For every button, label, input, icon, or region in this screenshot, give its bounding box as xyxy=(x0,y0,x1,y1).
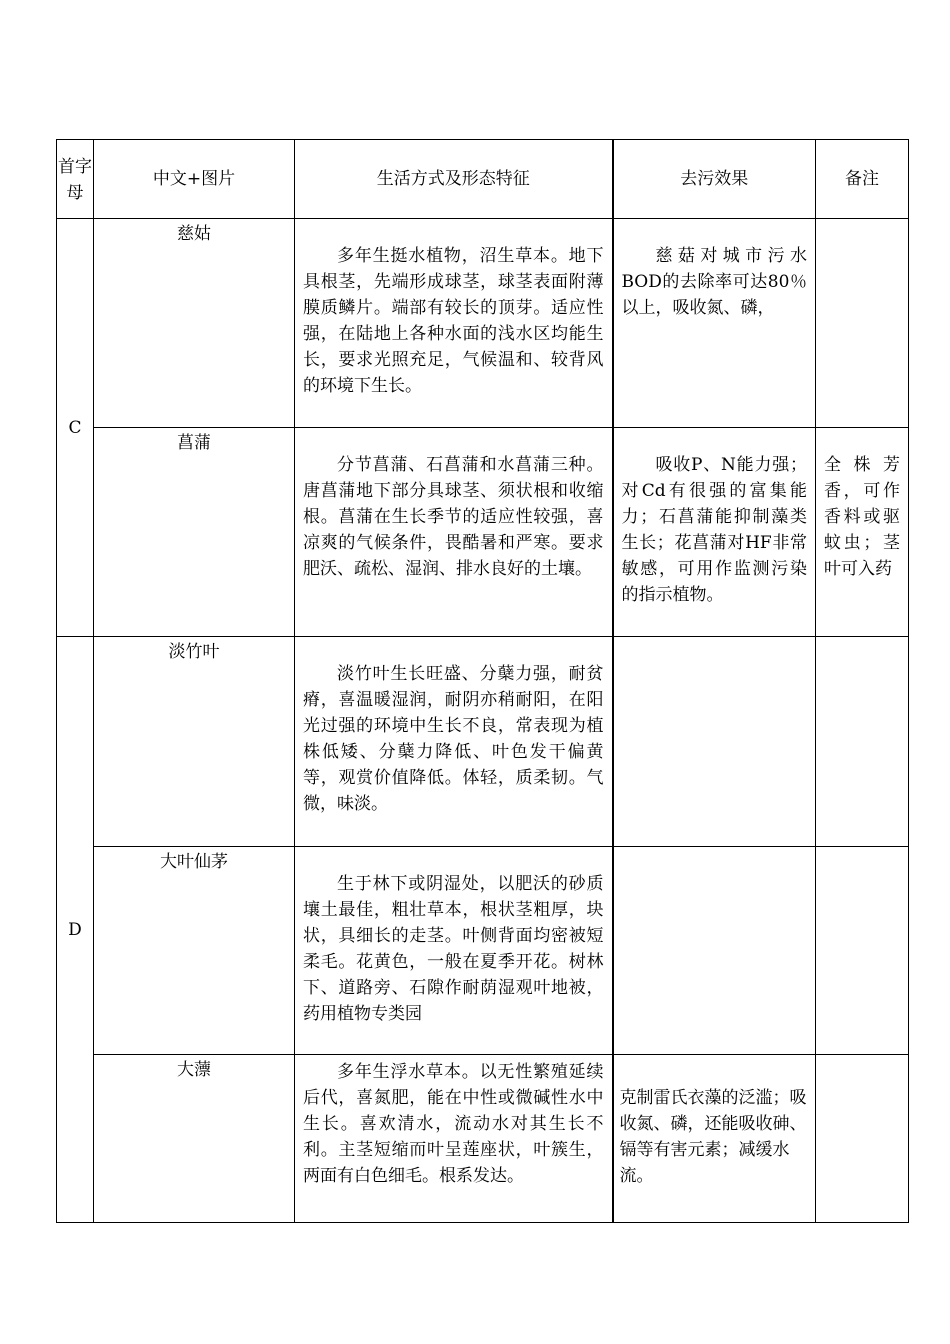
description-text: 淡竹叶生长旺盛、分蘖力强，耐贫瘠，喜温暖湿润，耐阴亦稍耐阳，在阳光过强的环境中生长不良，常表现为植株低矮、分蘖力降低、叶色发干偏黄等，观赏价值降低。体轻，质柔韧。气微，味淡。 xyxy=(303,664,604,814)
header-effect: 去污效果 xyxy=(613,140,816,219)
header-row xyxy=(57,140,909,219)
table-row xyxy=(57,219,909,428)
plant-name: 大叶仙茅 xyxy=(94,847,295,1055)
header-note: 备注 xyxy=(816,140,909,219)
table-row xyxy=(57,847,909,1055)
plant-name: 淡竹叶 xyxy=(94,637,295,847)
plant-description xyxy=(295,428,613,637)
description-text: 多年生浮水草本。以无性繁殖延续后代，喜氮肥，能在中性或微碱性水中生长。喜欢清水，流动水对其生长不利。主茎短缩而叶呈莲座状，叶簇生，两面有白色细毛。根系发达。 xyxy=(303,1062,604,1186)
plant-effect xyxy=(613,847,816,1055)
description-text: 多年生挺水植物，沼生草本。地下具根茎，先端形成球茎，球茎表面附薄膜质鳞片。端部有较长的顶芽。适应性强，在陆地上各种水面的浅水区均能生长，要求光照充足，气候温和、较背风的环境下生长。 xyxy=(303,246,604,396)
plant-name: 慈姑 xyxy=(94,219,295,428)
plant-effect: 克制雷氏衣藻的泛滥；吸收氮、磷，还能吸收砷、镉等有害元素；减缓水流。 xyxy=(613,1055,816,1223)
plant-effect xyxy=(613,637,816,847)
plant-note xyxy=(816,1055,909,1223)
plant-note xyxy=(816,847,909,1055)
table-row xyxy=(57,637,909,847)
letter-c: C xyxy=(57,219,94,637)
plant-effect xyxy=(613,428,816,637)
plant-description xyxy=(295,847,613,1055)
plant-description xyxy=(295,1055,613,1223)
description-text: 生于林下或阴湿处，以肥沃的砂质壤土最佳，粗壮草本，根状茎粗厚，块状，具细长的走茎。叶侧背面均密被短柔毛。花黄色，一般在夏季开花。树林下、道路旁、石隙作耐荫湿观叶地被，药用植物专类园 xyxy=(303,874,604,1024)
plant-description xyxy=(295,637,613,847)
plant-description xyxy=(295,219,613,428)
plant-name: 大薸 xyxy=(94,1055,295,1223)
plant-name: 菖蒲 xyxy=(94,428,295,637)
header-description: 生活方式及形态特征 xyxy=(295,140,613,219)
header-letter: 首字母 xyxy=(57,140,94,219)
plant-note xyxy=(816,637,909,847)
table-row xyxy=(57,1055,909,1223)
plant-note: 全株芳香，可作香料或驱蚊虫；茎叶可入药 xyxy=(816,428,909,637)
effect-text: 慈菇对城市污水BOD的去除率可达80％以上，吸收氮、磷， xyxy=(621,246,807,318)
table-row xyxy=(57,428,909,637)
plant-note xyxy=(816,219,909,428)
description-text: 分节菖蒲、石菖蒲和水菖蒲三种。唐菖蒲地下部分具球茎、须状根和收缩根。菖蒲在生长季节的适应性较强，喜凉爽的气候条件，畏酷暑和严寒。要求肥沃、疏松、湿润、排水良好的土壤。 xyxy=(303,455,604,579)
plant-effect xyxy=(613,219,816,428)
effect-text: 吸收P、N能力强；对Cd有很强的富集能力；石菖蒲能抑制藻类生长；花菖蒲对HF非常敏感，可用作监测污染的指示植物。 xyxy=(621,455,807,605)
plant-table xyxy=(56,139,909,1223)
header-name: 中文+图片 xyxy=(94,140,295,219)
letter-d: D xyxy=(57,637,94,1223)
